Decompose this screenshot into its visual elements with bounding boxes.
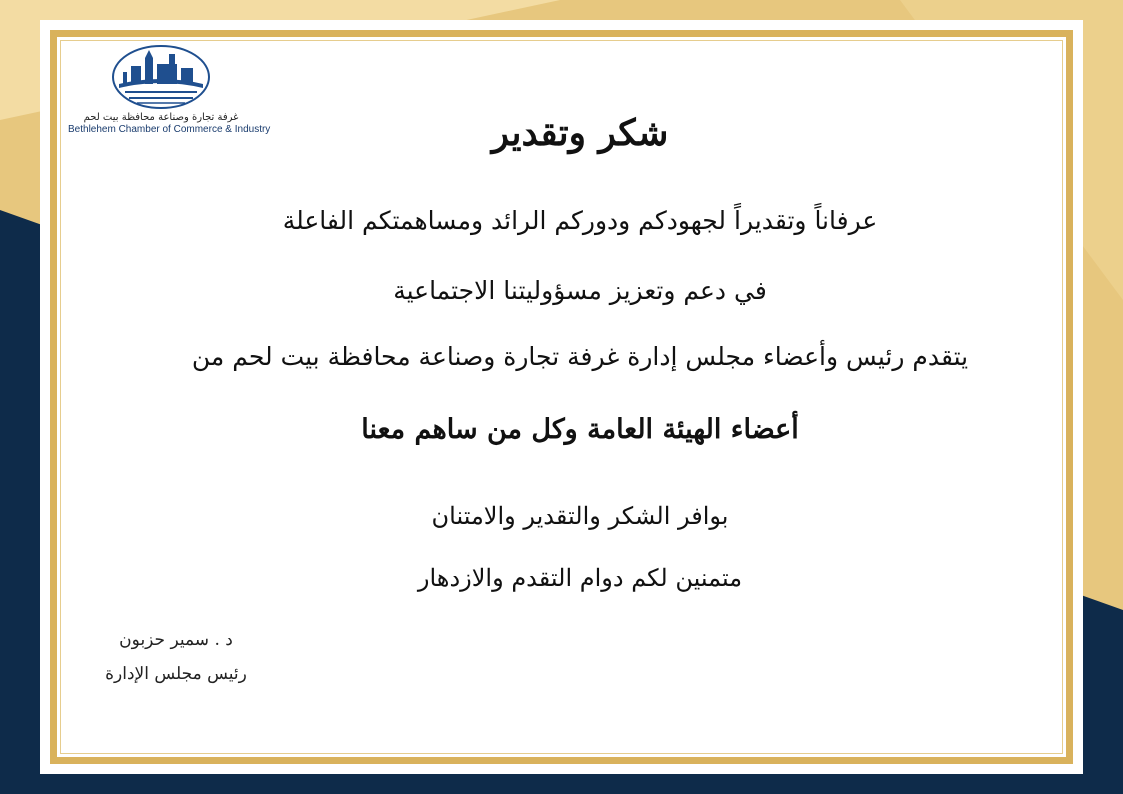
body-line-2: في دعم وتعزيز مسؤوليتنا الاجتماعية [393, 276, 767, 305]
body-line-5: بوافر الشكر والتقدير والامتنان [431, 502, 729, 530]
body-line-1: عرفاناً وتقديراً لجهودكم ودوركم الرائد ومساهمتكم الفاعلة [282, 206, 878, 235]
recipients-heading: أعضاء الهيئة العامة وكل من ساهم معنا [361, 414, 799, 445]
body-line-6: متمنين لكم دوام التقدم والازدهار [417, 564, 743, 592]
certificate-title: شكر وتقدير [491, 112, 669, 154]
chamber-name-english: Bethlehem Chamber of Commerce & Industry [68, 124, 271, 135]
chamber-name-arabic: غرفة تجارة وصناعة محافظة بيت لحم [83, 112, 239, 123]
signatory-title: رئيس مجلس الإدارة [105, 664, 247, 684]
bethlehem-skyline-emblem-icon [111, 44, 211, 110]
body-line-3: يتقدم رئيس وأعضاء مجلس إدارة غرفة تجارة وصناعة محافظة بيت لحم من [191, 342, 969, 371]
signatory-name: د . سمير حزبون [119, 630, 233, 650]
